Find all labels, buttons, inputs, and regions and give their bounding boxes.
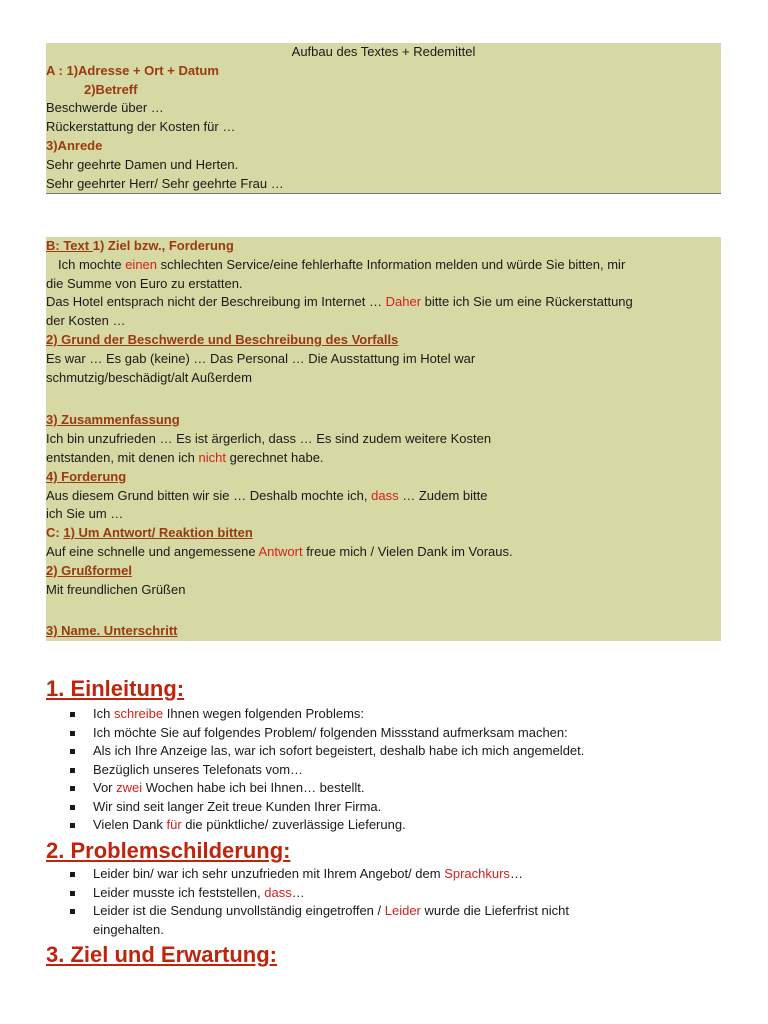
grund-line-2: schmutzig/beschädigt/alt Außerdem [46, 369, 252, 385]
text: Als ich Ihre Anzeige las, war ich sofort begeistert, deshalb habe ich mich angemeldet. [93, 743, 585, 758]
text: schlechten Service/eine fehlerhafte Information melden und würde Sie bitten, mir [157, 256, 626, 272]
bullet-icon [70, 786, 75, 791]
list-item [70, 884, 720, 903]
text: Ich [93, 706, 114, 721]
text: Bezüglich unseres Telefonats vom… [93, 761, 304, 777]
highlight-word: zwei [116, 780, 143, 795]
text: Wir sind seit langer Zeit treue Kunden Ihrer Firma. [93, 798, 382, 814]
zusammenfassung-heading: 3) Zusammenfassung [46, 412, 180, 428]
betreff-line-2: Rückerstattung der Kosten für … [46, 119, 236, 135]
hotel-line-1 [46, 293, 721, 312]
text: Ich möchte Sie auf folgendes Problem/ folgenden Missstand aufmerksam machen: [93, 724, 568, 740]
forderung-line-1 [46, 487, 721, 506]
section-a-label: A : 1)Adresse + Ort + Datum [46, 62, 219, 78]
text: Leider musste ich feststellen, [93, 884, 265, 900]
bullet-icon [70, 823, 75, 828]
text: Vielen Dank [93, 817, 167, 832]
text: gerechnet habe. [225, 449, 324, 465]
text: Ihnen wegen folgenden Problems: [163, 706, 365, 721]
betreff-label: 2)Betreff [84, 81, 138, 97]
section-c-heading [46, 524, 721, 543]
grussformel-heading: 2) Grußformel [46, 562, 132, 578]
list-item [70, 779, 720, 798]
box-title: Aufbau des Textes + Redemittel [291, 44, 476, 59]
highlight-word: dass [371, 487, 399, 503]
hotel-line-2: der Kosten … [46, 313, 126, 329]
spacer [46, 599, 721, 622]
forderung-heading: 4) Forderung [46, 468, 127, 484]
highlight-word: dass [264, 884, 292, 900]
section-1-list [70, 705, 720, 835]
text: … [291, 884, 305, 900]
text: Wochen habe ich bei Ihnen… bestellt. [142, 780, 365, 795]
anrede-line-1: Sehr geehrte Damen und Herten. [46, 156, 239, 172]
text: entstanden, mit denen ich [46, 449, 199, 465]
text: Aus diesem Grund bitten wir sie … Deshalb mochte ich, [46, 487, 372, 503]
highlight-word: einen [125, 256, 158, 272]
highlight-word: für [166, 817, 182, 832]
section-2-title: 2. Problemschilderung: [46, 838, 291, 863]
spacer [46, 387, 721, 411]
bullet-icon [70, 731, 75, 736]
bullet-icon [70, 909, 75, 914]
text: … Zudem bitte [398, 487, 488, 503]
list-item [70, 798, 720, 817]
anrede-label: 3)Anrede [46, 137, 103, 153]
text: Auf eine schnelle und angemessene [46, 543, 259, 559]
list-item [70, 816, 720, 835]
text: wurde die Lieferfrist nicht [420, 903, 570, 918]
ziel-paragraph-line-2: die Summe von Euro zu erstatten. [46, 275, 243, 291]
grund-line-1: Es war … Es gab (keine) … Das Personal … Die Ausstattung im Hotel war [46, 350, 476, 366]
section-3-title: 3. Ziel und Erwartung: [46, 942, 278, 967]
highlight-word: schreibe [113, 706, 164, 721]
text: Vor [93, 780, 117, 795]
text: Leider ist die Sendung unvollständig eingetroffen / [93, 903, 385, 918]
text: … [509, 866, 523, 881]
list-item [70, 742, 720, 761]
grussformel-line: Mit freundlichen Grüßen [46, 581, 186, 597]
section-b-heading [46, 237, 721, 256]
forderung-line-2: ich Sie um … [46, 506, 124, 522]
text: bitte ich Sie um eine Rückerstattung [421, 294, 633, 310]
bullet-icon [70, 872, 75, 877]
betreff-line-1: Beschwerde über … [46, 100, 164, 116]
highlight-word: Antwort [258, 543, 303, 559]
text: Ich mochte [58, 256, 126, 272]
zusammenfassung-line-1: Ich bin unzufrieden … Es ist ärgerlich, dass … Es sind zudem weitere Kosten [46, 431, 492, 447]
text: Leider bin/ war ich sehr unzufrieden mit Ihrem Angebot/ dem [93, 866, 445, 881]
list-item [70, 865, 720, 884]
section-c-label: C: [46, 525, 64, 541]
bullet-icon [70, 768, 75, 773]
name-heading: 3) Name. Unterschritt [46, 623, 178, 639]
section-1-title: 1. Einleitung: [46, 676, 185, 701]
text-continuation: eingehalten. [93, 921, 164, 937]
highlight-word: nicht [198, 449, 226, 465]
structure-box-bc [46, 237, 721, 641]
bullet-icon [70, 805, 75, 810]
bullet-icon [70, 712, 75, 717]
anrede-line-2: Sehr geehrter Herr/ Sehr geehrte Frau … [46, 175, 284, 191]
list-item [70, 705, 720, 724]
zusammenfassung-line-2 [46, 449, 721, 468]
structure-box-a [46, 43, 721, 194]
section-b-sublabel: 1) Ziel bzw., Forderung [92, 238, 234, 253]
bullet-icon [70, 891, 75, 896]
highlight-word: Leider [384, 903, 421, 918]
antwort-line [46, 543, 721, 562]
section-b-label: B: Text [46, 238, 90, 253]
grund-heading: 2) Grund der Beschwerde und Beschreibung des Vorfalls [46, 331, 399, 347]
highlight-word: Daher [385, 294, 422, 310]
list-item [70, 761, 720, 780]
ziel-paragraph-line-1 [46, 256, 721, 275]
bullet-icon [70, 749, 75, 754]
section-c-sublabel: 1) Um Antwort/ Reaktion bitten [63, 525, 253, 541]
text: Das Hotel entsprach nicht der Beschreibung im Internet … [46, 294, 386, 310]
list-item [70, 902, 720, 939]
list-item [70, 724, 720, 743]
highlight-word: Sprachkurs [444, 866, 510, 881]
text: die pünktliche/ zuverlässige Lieferung. [181, 817, 406, 832]
text: freue mich / Vielen Dank im Voraus. [302, 543, 513, 559]
section-2-list [70, 865, 720, 939]
